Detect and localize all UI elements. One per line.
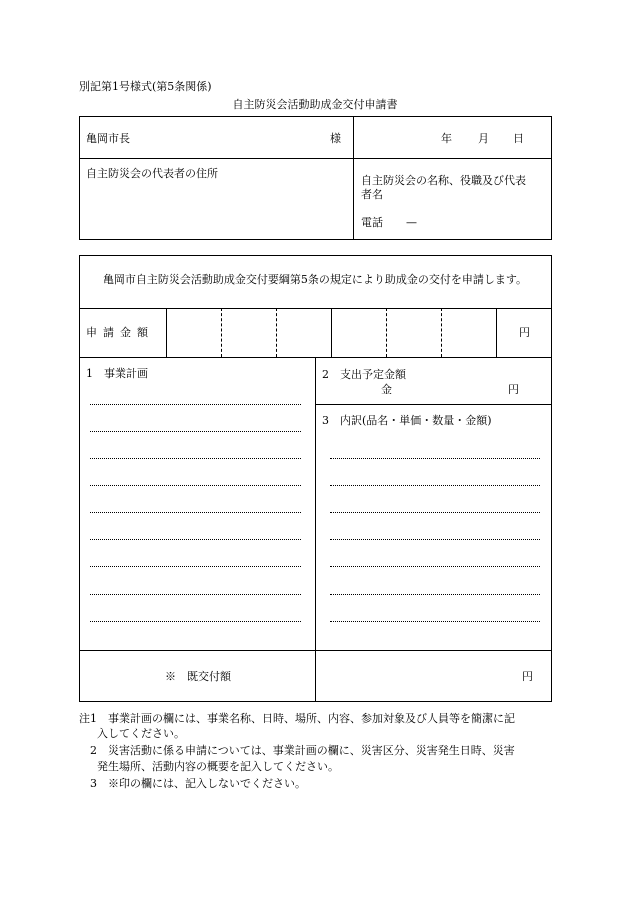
- month-label: 月: [478, 132, 489, 145]
- phone-label: 電話: [361, 216, 383, 229]
- plan-writing-line: [90, 404, 301, 405]
- form-title: 自主防災会活動助成金交付申請書: [232, 98, 398, 111]
- plan-writing-line: [90, 458, 301, 459]
- breakdown-writing-line: [330, 621, 540, 622]
- plan-writing-line: [90, 621, 301, 622]
- planned-expenditure-label: 2 支出予定金額: [322, 368, 406, 381]
- planned-expenditure-unit: 円: [508, 383, 519, 396]
- application-statement: 亀岡市自主防災会活動助成金交付要綱第5条の規定により助成金の交付を申請します。: [102, 273, 528, 286]
- day-label: 日: [513, 132, 524, 145]
- business-plan-label: 1 事業計画: [86, 367, 148, 380]
- planned-expenditure-prefix: 金: [381, 383, 392, 396]
- amount-label-divider: [166, 308, 167, 357]
- note-2-line-2: 発生場所、活動内容の概要を記入してください。: [97, 760, 339, 773]
- plan-writing-line: [90, 485, 301, 486]
- prior-grant-unit: 円: [522, 670, 533, 683]
- representative-name-label-1: 自主防災会の名称、役職及び代表: [361, 174, 526, 187]
- plan-writing-line: [90, 539, 301, 540]
- header-divider: [353, 116, 354, 240]
- prior-grant-label: ※ 既交付額: [165, 670, 231, 683]
- honorific: 様: [330, 132, 341, 145]
- header-row-divider: [79, 158, 552, 159]
- breakdown-writing-line: [330, 485, 540, 486]
- amount-row-top: [79, 308, 552, 309]
- amount-label: 申請金額: [86, 326, 154, 339]
- form-number: 別記第1号様式(第5条関係): [79, 80, 212, 93]
- planned-exp-bottom: [315, 404, 552, 405]
- phone-dash: —: [406, 216, 417, 229]
- digit-divider-4: [386, 308, 387, 357]
- digit-divider-6: [496, 308, 497, 357]
- prior-row-top: [79, 650, 552, 651]
- breakdown-label: 3 内訳(品名・単価・数量・金額): [322, 414, 492, 427]
- year-label: 年: [441, 132, 452, 145]
- digit-divider-3: [331, 308, 332, 357]
- addressee: 亀岡市長: [86, 132, 130, 145]
- note-1-line-1: 注1 事業計画の欄には、事業名称、日時、場所、内容、参加対象及び人員等を簡潔に記: [79, 712, 515, 725]
- digit-divider-1: [221, 308, 222, 357]
- plan-writing-line: [90, 512, 301, 513]
- breakdown-writing-line: [330, 539, 540, 540]
- note-3: 3 ※印の欄には、記入しないでください。: [90, 777, 306, 790]
- plan-writing-line: [90, 566, 301, 567]
- breakdown-writing-line: [330, 566, 540, 567]
- note-1-line-2: 入してください。: [97, 727, 185, 740]
- breakdown-writing-line: [330, 512, 540, 513]
- breakdown-writing-line: [330, 594, 540, 595]
- digit-divider-2: [276, 308, 277, 357]
- breakdown-writing-line: [330, 458, 540, 459]
- representative-address-label: 自主防災会の代表者の住所: [86, 167, 218, 180]
- digit-divider-5: [441, 308, 442, 357]
- plan-writing-line: [90, 594, 301, 595]
- representative-name-label-2: 者名: [361, 188, 383, 201]
- plan-writing-line: [90, 431, 301, 432]
- note-2-line-1: 2 災害活動に係る申請については、事業計画の欄に、災害区分、災害発生日時、災害: [90, 744, 515, 757]
- amount-unit: 円: [519, 326, 530, 339]
